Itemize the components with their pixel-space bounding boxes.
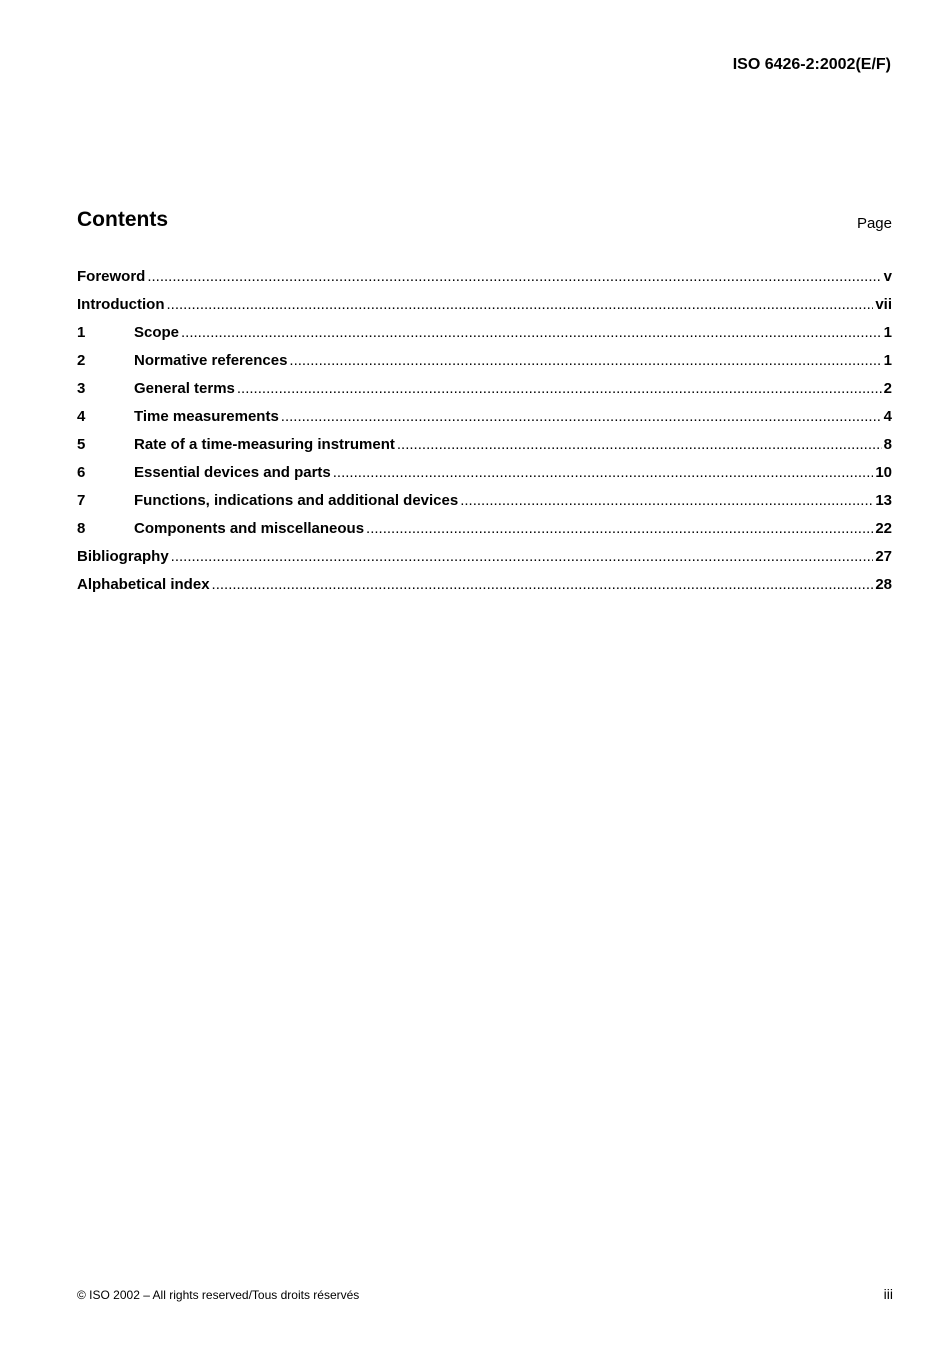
contents-header (77, 208, 892, 238)
toc-entry-number: 8 (77, 520, 86, 537)
toc-entry[interactable] (77, 268, 892, 296)
toc-entry-number: 4 (77, 408, 86, 425)
toc-entry-page: 1 (883, 324, 892, 341)
toc-entry[interactable] (77, 520, 892, 548)
toc-entry-page: 28 (875, 576, 892, 593)
toc-entry-leader (333, 464, 874, 481)
contents-title: Contents (77, 208, 168, 231)
toc-entry-page: vii (875, 296, 892, 313)
toc-entry-title: Scope (134, 324, 180, 341)
toc-entry-leader (281, 408, 882, 425)
toc-entry-number: 6 (77, 464, 86, 481)
footer-page-number: iii (883, 1286, 893, 1302)
toc-entry-leader (237, 380, 882, 397)
toc-entry-title: Normative references (134, 352, 288, 369)
toc-entry-leader (460, 492, 873, 509)
toc-entry-title: Components and miscellaneous (134, 520, 365, 537)
toc-entry-number: 7 (77, 492, 86, 509)
toc-entry[interactable] (77, 352, 892, 380)
toc-entry-leader (147, 268, 881, 285)
toc-entry-title: Bibliography (77, 548, 169, 565)
toc-entry-title: Essential devices and parts (134, 464, 331, 481)
toc-entry-leader (171, 548, 874, 565)
toc-entry[interactable] (77, 548, 892, 576)
toc-entry-title: Rate of a time-measuring instrument (134, 436, 395, 453)
toc-entry-number: 1 (77, 324, 86, 341)
toc-entry-page: 22 (875, 520, 892, 537)
toc-entry-page: 8 (883, 436, 892, 453)
toc-entry-title: Alphabetical index (77, 576, 210, 593)
toc-entry[interactable] (77, 324, 892, 352)
toc-entry[interactable] (77, 436, 892, 464)
toc-entry-title: Introduction (77, 296, 165, 313)
toc-entry-title: Foreword (77, 268, 146, 285)
toc-entry-leader (166, 296, 873, 313)
toc-entry-page: 10 (875, 464, 892, 481)
toc-entry[interactable] (77, 296, 892, 324)
toc-entry-leader (397, 436, 882, 453)
toc-entry-page: 13 (875, 492, 892, 509)
toc-entry[interactable] (77, 464, 892, 492)
toc-entry-title: Time measurements (134, 408, 279, 425)
toc-entry-page: 1 (883, 352, 892, 369)
toc-entry-number: 2 (77, 352, 86, 369)
toc-entry-leader (212, 576, 874, 593)
page-column-label: Page (856, 215, 892, 232)
toc-entry-leader (181, 324, 882, 341)
toc-entry-page: v (883, 268, 892, 285)
toc-entry-title: Functions, indications and additional devices (134, 492, 459, 509)
toc-entry-number: 5 (77, 436, 86, 453)
footer-copyright: © ISO 2002 – All rights reserved/Tous droits réservés (77, 1288, 360, 1302)
toc-entry-leader (289, 352, 881, 369)
document-id: ISO 6426-2:2002(E/F) (732, 56, 891, 73)
table-of-contents (77, 268, 892, 604)
toc-entry[interactable] (77, 408, 892, 436)
toc-entry-page: 27 (875, 548, 892, 565)
toc-entry-leader (366, 520, 873, 537)
toc-entry-number: 3 (77, 380, 86, 397)
toc-entry[interactable] (77, 492, 892, 520)
toc-entry-page: 2 (883, 380, 892, 397)
toc-entry[interactable] (77, 576, 892, 604)
toc-entry-page: 4 (883, 408, 892, 425)
toc-entry[interactable] (77, 380, 892, 408)
toc-entry-title: General terms (134, 380, 235, 397)
